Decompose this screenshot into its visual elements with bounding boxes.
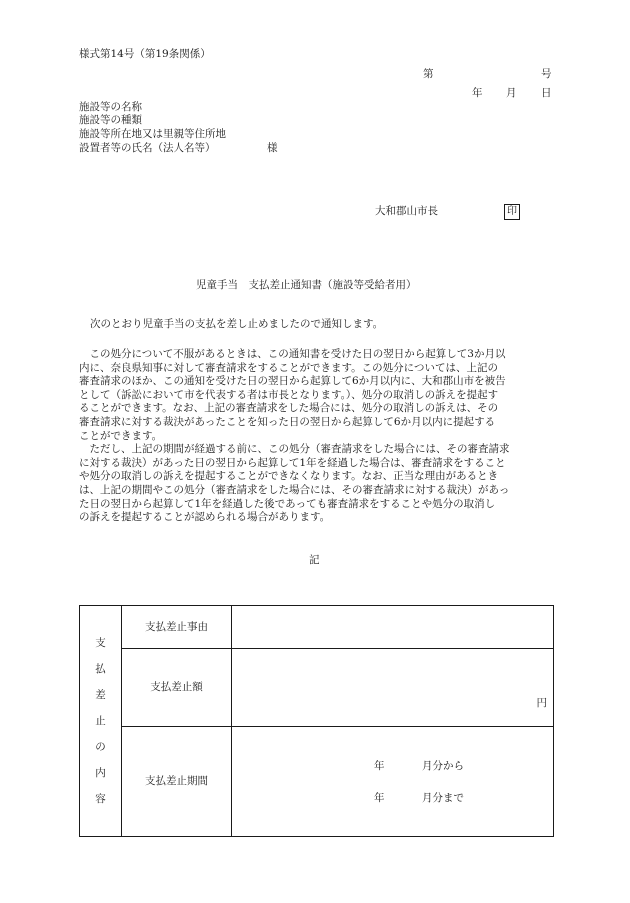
date-month: 月 (506, 87, 517, 99)
recipient-honorific: 様 (267, 142, 278, 154)
amount-value-cell[interactable] (232, 649, 554, 727)
table-row-reason (80, 606, 554, 649)
side-label-char: の (95, 741, 106, 753)
recipient-facility-name: 施設等の名称 (79, 101, 142, 113)
appeal-notice (79, 348, 553, 525)
table-row-period (80, 727, 554, 837)
doc-number-suffix: 号 (541, 68, 552, 80)
appeal-line: ことができます。 (79, 429, 163, 442)
appeal-line: の訴えを提起することが認められる場合があります。 (79, 511, 331, 524)
appeal-line: ることができます。なお、上記の審査請求をした場合には、処分の取消しの訴えは、その (79, 402, 499, 415)
document-title: 児童手当 支払差止通知書（施設等受給者用） (196, 279, 417, 291)
recipient-founder-name: 設置者等の氏名（法人名等） (79, 142, 216, 154)
form-number: 様式第14号（第19条関係） (79, 48, 211, 60)
amount-label: 支払差止額 (122, 649, 232, 727)
ki-marker: 記 (309, 554, 320, 566)
side-label-char: 容 (95, 793, 106, 805)
appeal-line: 審査請求に対する裁決があったことを知った日の翌日から起算して6か月以内に提起する (79, 415, 496, 428)
appeal-line: は、上記の期間やこの処分（審査請求をした場合には、その審査請求に対する裁決）があっ (79, 483, 510, 496)
side-label-cell (80, 606, 122, 837)
period-from-year: 年 (374, 760, 385, 772)
recipient-address: 施設等所在地又は里親等住所地 (79, 128, 226, 140)
amount-unit: 円 (536, 697, 547, 709)
period-label: 支払差止期間 (122, 727, 232, 837)
appeal-line: に対する裁決）があった日の翌日から起算して1年を経過した場合は、審査請求をすること (79, 456, 506, 469)
date-year: 年 (472, 87, 483, 99)
period-to-month: 月分まで (422, 792, 464, 804)
appeal-line: 審査請求のほか、この通知を受けた日の翌日から起算して6か月以内に、大和郡山市を被告 (79, 375, 506, 388)
appeal-line: この処分について不服があるときは、この通知書を受けた日の翌日から起算して3か月以 (79, 348, 506, 360)
side-label-char: 支 (95, 637, 106, 649)
appeal-line: た日の翌日から起算して1年を経過した後であっても審査請求をすることや処分の取消し (79, 497, 496, 510)
appeal-line: ただし、上記の期間が経過する前に、この処分（審査請求をした場合には、その審査請求 (79, 443, 510, 456)
appeal-line: や処分の取消しの訴えを提起することができなくなります。なお、正当な理由があるとき (79, 470, 499, 483)
doc-number-prefix: 第 (423, 68, 434, 80)
side-label-char: 内 (95, 767, 106, 779)
period-value-cell[interactable] (232, 727, 554, 837)
appeal-line: 内に、奈良県知事に対して審査請求をすることができます。この処分については、上記の (79, 361, 498, 374)
reason-label: 支払差止事由 (122, 606, 232, 649)
side-label-char: 差 (95, 689, 106, 701)
recipient-facility-type: 施設等の種類 (79, 114, 142, 126)
seal-mark: 印 (504, 204, 520, 220)
period-to-year: 年 (374, 792, 385, 804)
date-day: 日 (541, 87, 552, 99)
issuer-title: 大和郡山市長 (375, 205, 438, 217)
reason-value-cell[interactable] (232, 606, 554, 649)
appeal-line: として（訴訟において市を代表する者は市長となります。）、処分の取消しの訴えを提起す (79, 388, 499, 401)
period-from-month: 月分から (422, 760, 464, 772)
intro-text: 次のとおり児童手当の支払を差し止めましたので通知します。 (90, 318, 384, 330)
side-label-char: 止 (95, 715, 106, 727)
side-label-char: 払 (95, 663, 106, 675)
table-row-amount (80, 649, 554, 727)
suspension-detail-table (79, 605, 554, 837)
